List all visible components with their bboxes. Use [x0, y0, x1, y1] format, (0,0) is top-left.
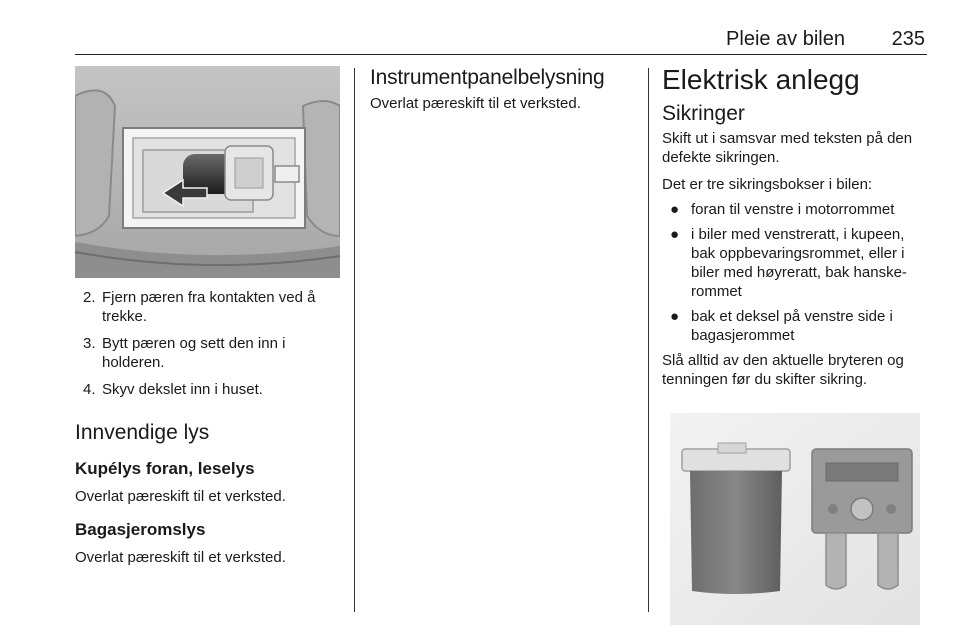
list-item	[662, 225, 930, 301]
section-heading-innvendige-lys: Innvendige lys	[75, 421, 210, 444]
header-title: Pleie av bilen	[726, 28, 845, 50]
list-item	[75, 288, 340, 326]
fusebox-location-list	[662, 200, 930, 345]
steps-list	[75, 288, 340, 399]
column-divider-2	[648, 68, 649, 612]
column-left	[75, 66, 340, 567]
column-right	[662, 66, 930, 625]
sikringer-outro: Slå alltid av den aktuelle bryteren og tenningen før du skifter sikring.	[662, 352, 904, 388]
bullet-icon: ●	[670, 201, 680, 218]
bullet-icon: ●	[670, 308, 680, 325]
page-number: 235	[891, 28, 925, 50]
bullet-text: i biler med venstreratt, i kupeen, bak oppbevaringsrommet, eller i biler med høyreratt, bak hanske-rommet	[691, 226, 907, 300]
column-middle	[370, 66, 640, 113]
bulb-holder-illustration	[75, 66, 340, 278]
step-text: Skyv dekslet inn i huset.	[102, 381, 263, 398]
step-number: 2.	[83, 289, 96, 306]
list-item	[662, 307, 930, 345]
list-item	[75, 380, 340, 399]
step-number: 4.	[83, 381, 96, 398]
sikringer-intro: Skift ut i samsvar med teksten på den defekte sikringen.	[662, 130, 913, 166]
column-divider-1	[354, 68, 355, 612]
subheading-bagasjeromslys: Bagasjeromslys	[75, 520, 206, 539]
subheading-sikringer: Sikringer	[662, 102, 745, 125]
list-item	[75, 334, 340, 372]
bullet-icon: ●	[670, 226, 680, 243]
sikringsbokser-intro: Det er tre sikringsbokser i bilen:	[662, 176, 873, 193]
section-heading-elektrisk-anlegg: Elektrisk anlegg	[662, 64, 860, 95]
page-header	[75, 26, 927, 55]
bagasjeromslys-text: Overlat pæreskift til et verksted.	[75, 549, 286, 566]
step-text: Fjern pæren fra kontakten ved å trekke.	[102, 289, 316, 325]
instrumentpanel-text: Overlat pæreskift til et verksted.	[370, 95, 581, 112]
subheading-kupelys: Kupélys foran, leselys	[75, 459, 255, 478]
bullet-text: foran til venstre i motorrommet	[691, 201, 895, 218]
list-item	[662, 200, 930, 219]
step-text: Bytt pæren og sett den inn i holderen.	[102, 335, 286, 371]
kupelys-text: Overlat pæreskift til et verksted.	[75, 488, 286, 505]
bullet-text: bak et deksel på venstre side i bagasjerommet	[691, 308, 893, 344]
section-heading-instrumentpanelbelysning: Instrumentpanelbelysning	[370, 66, 605, 89]
step-number: 3.	[83, 335, 96, 352]
fuse-illustration	[670, 413, 920, 625]
